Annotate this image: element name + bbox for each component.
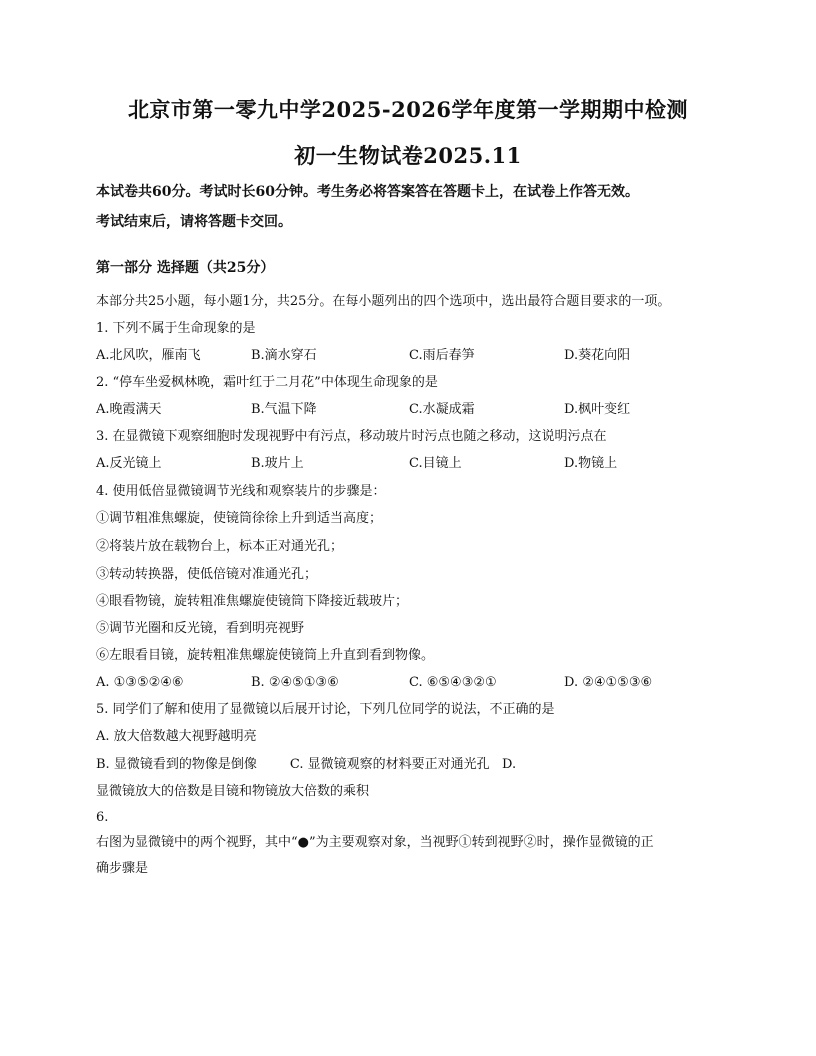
- question-4-step-2: ②将装片放在载物台上，标本正对通光孔；: [96, 539, 344, 554]
- question-2-option-a: A.晚霞满天: [96, 402, 162, 417]
- question-4-option-c: C. ⑥⑤④③②①: [409, 675, 497, 690]
- question-1-stem: 1. 下列不属于生命现象的是: [96, 321, 256, 336]
- question-4-option-b: B. ②④⑤①③⑥: [251, 675, 339, 690]
- question-4-step-3: ③转动转换器，使低倍镜对准通光孔；: [96, 567, 318, 582]
- question-1-option-b: B.滴水穿石: [251, 348, 317, 363]
- question-3-stem: 3. 在显微镜下观察细胞时发现视野中有污点，移动玻片时污点也随之移动，这说明污点在: [96, 429, 607, 444]
- question-4-step-5: ⑤调节光圈和反光镜，看到明亮视野: [96, 621, 305, 636]
- question-2-option-d: D.枫叶变红: [564, 402, 631, 417]
- question-4-stem: 4. 使用低倍显微镜调节光线和观察装片的步骤是：: [96, 484, 386, 499]
- notice-line-2: 考试结束后，请将答题卡交回。: [96, 214, 292, 230]
- question-4-step-1: ①调节粗准焦螺旋，使镜筒徐徐上升到适当高度；: [96, 511, 383, 526]
- question-4-step-6: ⑥左眼看目镜，旋转粗准焦螺旋使镜筒上升直到看到物像。: [96, 648, 435, 663]
- question-2-option-b: B.气温下降: [251, 402, 317, 417]
- question-4-option-d: D. ②④①⑤③⑥: [564, 675, 653, 690]
- question-2-option-c: C.水凝成霜: [409, 402, 475, 417]
- question-3-option-a: A.反光镜上: [96, 456, 162, 471]
- question-3-option-c: C.目镜上: [409, 456, 462, 471]
- section-intro: 本部分共25小题，每小题1分，共25分。在每小题列出的四个选项中，选出最符合题目要求的一项。: [96, 294, 671, 309]
- exam-title: 北京市第一零九中学2025-2026学年度第一学期期中检测: [127, 97, 689, 122]
- question-6-line-2: 确步骤是: [96, 861, 149, 876]
- question-6-stem: 6.: [96, 810, 109, 825]
- question-3-option-b: B.玻片上: [251, 456, 304, 471]
- question-5-line-3: 显微镜放大的倍数是目镜和物镜放大倍数的乘积: [96, 784, 370, 799]
- question-5-line-1: A. 放大倍数越大视野越明亮: [96, 729, 257, 744]
- exam-subtitle: 初一生物试卷2025.11: [294, 143, 522, 168]
- question-5-line-2: B. 显微镜看到的物像是倒像 C. 显微镜观察的材料要正对通光孔 D.: [96, 757, 517, 772]
- section-title: 第一部分 选择题（共25分）: [96, 260, 275, 276]
- question-2-stem: 2. “停车坐爱枫林晚，霜叶红于二月花”中体现生命现象的是: [96, 375, 438, 390]
- question-5-stem: 5. 同学们了解和使用了显微镜以后展开讨论，下列几位同学的说法，不正确的是: [96, 702, 555, 717]
- question-1-option-a: A.北风吹，雁南飞: [96, 348, 201, 363]
- question-6-line-1: 右图为显微镜中的两个视野，其中“●”为主要观察对象，当视野①转到视野②时，操作显微镜的正: [96, 835, 654, 850]
- question-4-step-4: ④眼看物镜，旋转粗准焦螺旋使镜筒下降接近载玻片；: [96, 594, 409, 609]
- notice-line-1: 本试卷共60分。考试时长60分钟。考生务必将答案答在答题卡上，在试卷上作答无效。: [96, 184, 639, 200]
- question-1-option-c: C.雨后春笋: [409, 348, 475, 363]
- question-4-option-a: A. ①③⑤②④⑥: [96, 675, 184, 690]
- question-1-option-d: D.葵花向阳: [564, 348, 631, 363]
- question-3-option-d: D.物镜上: [564, 456, 618, 471]
